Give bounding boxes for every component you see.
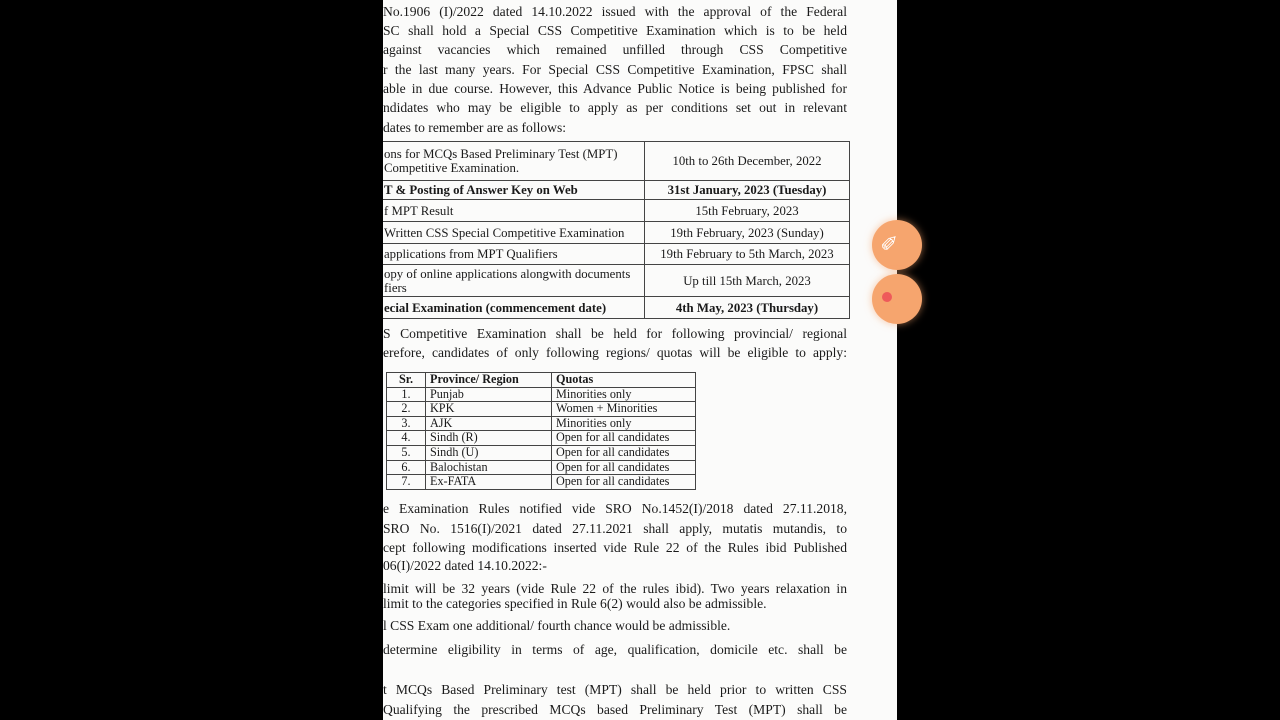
schedule-row bbox=[383, 265, 850, 297]
province-cell: Punjab bbox=[426, 387, 552, 402]
header-quotas: Quotas bbox=[552, 373, 696, 388]
event-cell: ecial Examination (commencement date) bbox=[383, 297, 645, 319]
schedule-row bbox=[383, 142, 850, 181]
sr-cell: 3. bbox=[387, 416, 426, 431]
province-cell: Sindh (R) bbox=[426, 431, 552, 446]
table-row bbox=[387, 416, 696, 431]
event-cell: ons for MCQs Based Preliminary Test (MPT) Competitive Examination. bbox=[383, 142, 645, 181]
text-line: determine eligibility in terms of age, qualification, domicile etc. shall be bbox=[383, 642, 847, 657]
text-line: limit will be 32 years (vide Rule 22 of the rules ibid). Two years relaxation in bbox=[383, 581, 847, 596]
event-cell: f MPT Result bbox=[383, 200, 645, 222]
text-line: against vacancies which remained unfilled through CSS Competitive bbox=[383, 42, 847, 57]
date-cell: 4th May, 2023 (Thursday) bbox=[645, 297, 850, 319]
sr-cell: 2. bbox=[387, 402, 426, 417]
text-line: 06(I)/2022 dated 14.10.2022:- bbox=[383, 558, 547, 573]
quota-cell: Open for all candidates bbox=[552, 431, 696, 446]
province-cell: Ex-FATA bbox=[426, 475, 552, 490]
text-line: t MCQs Based Preliminary test (MPT) shall be held prior to written CSS bbox=[383, 682, 847, 697]
date-cell: Up till 15th March, 2023 bbox=[645, 265, 850, 297]
text-line: l CSS Exam one additional/ fourth chance would be admissible. bbox=[383, 618, 731, 633]
schedule-row bbox=[383, 222, 850, 244]
quota-table bbox=[386, 372, 696, 490]
sr-cell: 5. bbox=[387, 445, 426, 460]
quota-cell: Women + Minorities bbox=[552, 402, 696, 417]
text-line: SC shall hold a Special CSS Competitive Examination which is to be held bbox=[383, 23, 847, 38]
schedule-row bbox=[383, 200, 850, 222]
province-cell: Balochistan bbox=[426, 460, 552, 475]
province-cell: KPK bbox=[426, 402, 552, 417]
event-cell: opy of online applications alongwith documents fiers bbox=[383, 265, 645, 297]
text-line: r the last many years. For Special CSS Competitive Examination, FPSC shall bbox=[383, 62, 847, 77]
table-row bbox=[387, 387, 696, 402]
table-row bbox=[387, 402, 696, 417]
date-cell: 19th February, 2023 (Sunday) bbox=[645, 222, 850, 244]
sr-cell: 6. bbox=[387, 460, 426, 475]
date-cell: 19th February to 5th March, 2023 bbox=[645, 244, 850, 265]
schedule-table bbox=[383, 141, 850, 319]
date-cell: 31st January, 2023 (Tuesday) bbox=[645, 181, 850, 200]
header-sr: Sr. bbox=[387, 373, 426, 388]
schedule-row bbox=[383, 244, 850, 265]
quota-cell: Minorities only bbox=[552, 387, 696, 402]
record-dot-icon bbox=[882, 292, 892, 302]
text-line: S Competitive Examination shall be held for following provincial/ regional bbox=[383, 326, 847, 341]
text-line: able in due course. However, this Advance Public Notice is being published for bbox=[383, 81, 847, 96]
schedule-row bbox=[383, 297, 850, 319]
date-cell: 15th February, 2023 bbox=[645, 200, 850, 222]
text-line: dates to remember are as follows: bbox=[383, 120, 567, 135]
event-cell: T & Posting of Answer Key on Web bbox=[383, 181, 645, 200]
table-row bbox=[387, 431, 696, 446]
sr-cell: 1. bbox=[387, 387, 426, 402]
text-line: No.1906 (I)/2022 dated 14.10.2022 issued with the approval of the Federal bbox=[383, 4, 847, 19]
quota-cell: Minorities only bbox=[552, 416, 696, 431]
text-line: Qualifying the prescribed MCQs based Preliminary Test (MPT) shall be bbox=[383, 702, 847, 717]
sr-cell: 4. bbox=[387, 431, 426, 446]
quota-cell: Open for all candidates bbox=[552, 445, 696, 460]
province-cell: AJK bbox=[426, 416, 552, 431]
header-province: Province/ Region bbox=[426, 373, 552, 388]
table-row bbox=[387, 460, 696, 475]
record-button[interactable] bbox=[872, 274, 922, 324]
text-line: ndidates who may be eligible to apply as per conditions set out in relevant bbox=[383, 100, 847, 115]
event-cell: applications from MPT Qualifiers bbox=[383, 244, 645, 265]
text-line: limit to the categories specified in Rule 6(2) would also be admissible. bbox=[383, 596, 767, 611]
text-line: SRO No. 1516(I)/2021 dated 27.11.2021 shall apply, mutatis mutandis, to bbox=[383, 521, 847, 536]
quota-cell: Open for all candidates bbox=[552, 475, 696, 490]
text-line: cept following modifications inserted vide Rule 22 of the Rules ibid Published bbox=[383, 540, 847, 555]
document-page bbox=[383, 0, 897, 720]
province-cell: Sindh (U) bbox=[426, 445, 552, 460]
table-row bbox=[387, 475, 696, 490]
event-cell: Written CSS Special Competitive Examination bbox=[383, 222, 645, 244]
text-line: e Examination Rules notified vide SRO No.1452(I)/2018 dated 27.11.2018, bbox=[383, 501, 847, 516]
schedule-row bbox=[383, 181, 850, 200]
draw-button[interactable] bbox=[872, 220, 922, 270]
text-line: erefore, candidates of only following regions/ quotas will be eligible to apply: bbox=[383, 345, 847, 360]
date-cell: 10th to 26th December, 2022 bbox=[645, 142, 850, 181]
quota-cell: Open for all candidates bbox=[552, 460, 696, 475]
sr-cell: 7. bbox=[387, 475, 426, 490]
brush-icon: ✏ bbox=[874, 227, 906, 259]
table-row bbox=[387, 445, 696, 460]
